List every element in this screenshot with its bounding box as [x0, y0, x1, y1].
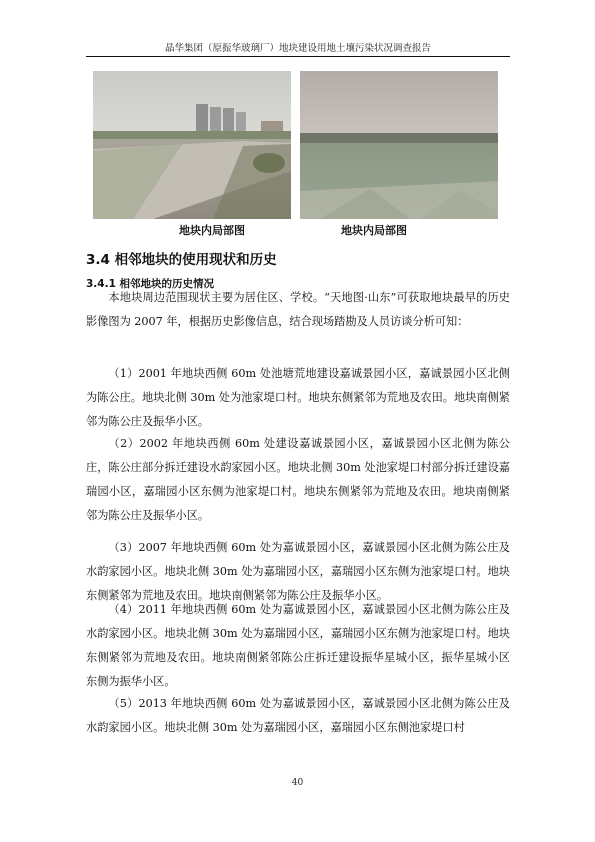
page-number: 40: [291, 778, 304, 788]
paragraph-intro: 本地块周边范围现状主要为居住区、学校。“天地图·山东”可获取地块最早的历史影像图为 2007 年，根据历史影像信息，结合现场踏勘及人员访谈分析可知：: [86, 291, 510, 328]
running-header: 晶华集团（原振华玻璃厂）地块建设用地土壤污染状况调查报告: [164, 43, 431, 54]
header-divider: [86, 56, 510, 57]
subsection-heading: 3.4.1 相邻地块的历史情况: [86, 278, 215, 290]
section-heading: 3.4 相邻地块的使用现状和历史: [86, 252, 277, 268]
paragraph-2007: （3）2007 年地块西侧 60m 处为嘉诚景园小区，嘉诚景园小区北侧为陈公庄及水韵家园小区。地块北侧 30m 处为嘉瑞园小区，嘉瑞园小区东侧为池家堤口村。地块东侧紧邻为荒地及农田。地块南侧紧邻为陈公庄及振华小区。: [86, 541, 510, 602]
paragraph-2001: （1）2001 年地块西侧 60m 处池塘荒地建设嘉诚景园小区，嘉诚景园小区北侧为陈公庄。地块北侧 30m 处为池家堤口村。地块东侧紧邻为荒地及农田。地块南侧紧邻为陈公庄及振华小区。: [86, 367, 510, 428]
paragraph-2011: （4）2011 年地块西侧 60m 处为嘉诚景园小区，嘉诚景园小区北侧为陈公庄及水韵家园小区。地块北侧 30m 处为嘉瑞园小区，嘉瑞园小区东侧为池家堤口村。地块东侧紧邻为荒地及农田。地块南侧紧邻陈公庄拆迁建设振华星城小区，振华星城小区东侧为振华小区。: [86, 603, 510, 688]
paragraph-2013: （5）2013 年地块西侧 60m 处为嘉诚景园小区，嘉诚景园小区北侧为陈公庄及水韵家园小区。地块北侧 30m 处为嘉瑞园小区，嘉瑞园小区东侧池家堤口村: [86, 697, 510, 734]
site-photo-right-image: [300, 71, 498, 219]
paragraph-2002: （2）2002 年地块西侧 60m 处建设嘉诚景园小区，嘉诚景园小区北侧为陈公庄，陈公庄部分拆迁建设水韵家园小区。地块北侧 30m 处池家堤口村部分拆迁建设嘉瑞园小区，嘉瑞园小区东侧为池家堤口村。地块东侧紧邻为荒地及农田。地块南侧紧邻为陈公庄及振华小区。: [86, 437, 510, 522]
site-photo-right: [300, 71, 498, 219]
site-photo-left: [93, 71, 291, 219]
figure-caption-left: 地块内局部图: [179, 224, 245, 237]
site-photo-left-image: [93, 71, 291, 219]
figure-caption-right: 地块内局部图: [341, 224, 407, 237]
